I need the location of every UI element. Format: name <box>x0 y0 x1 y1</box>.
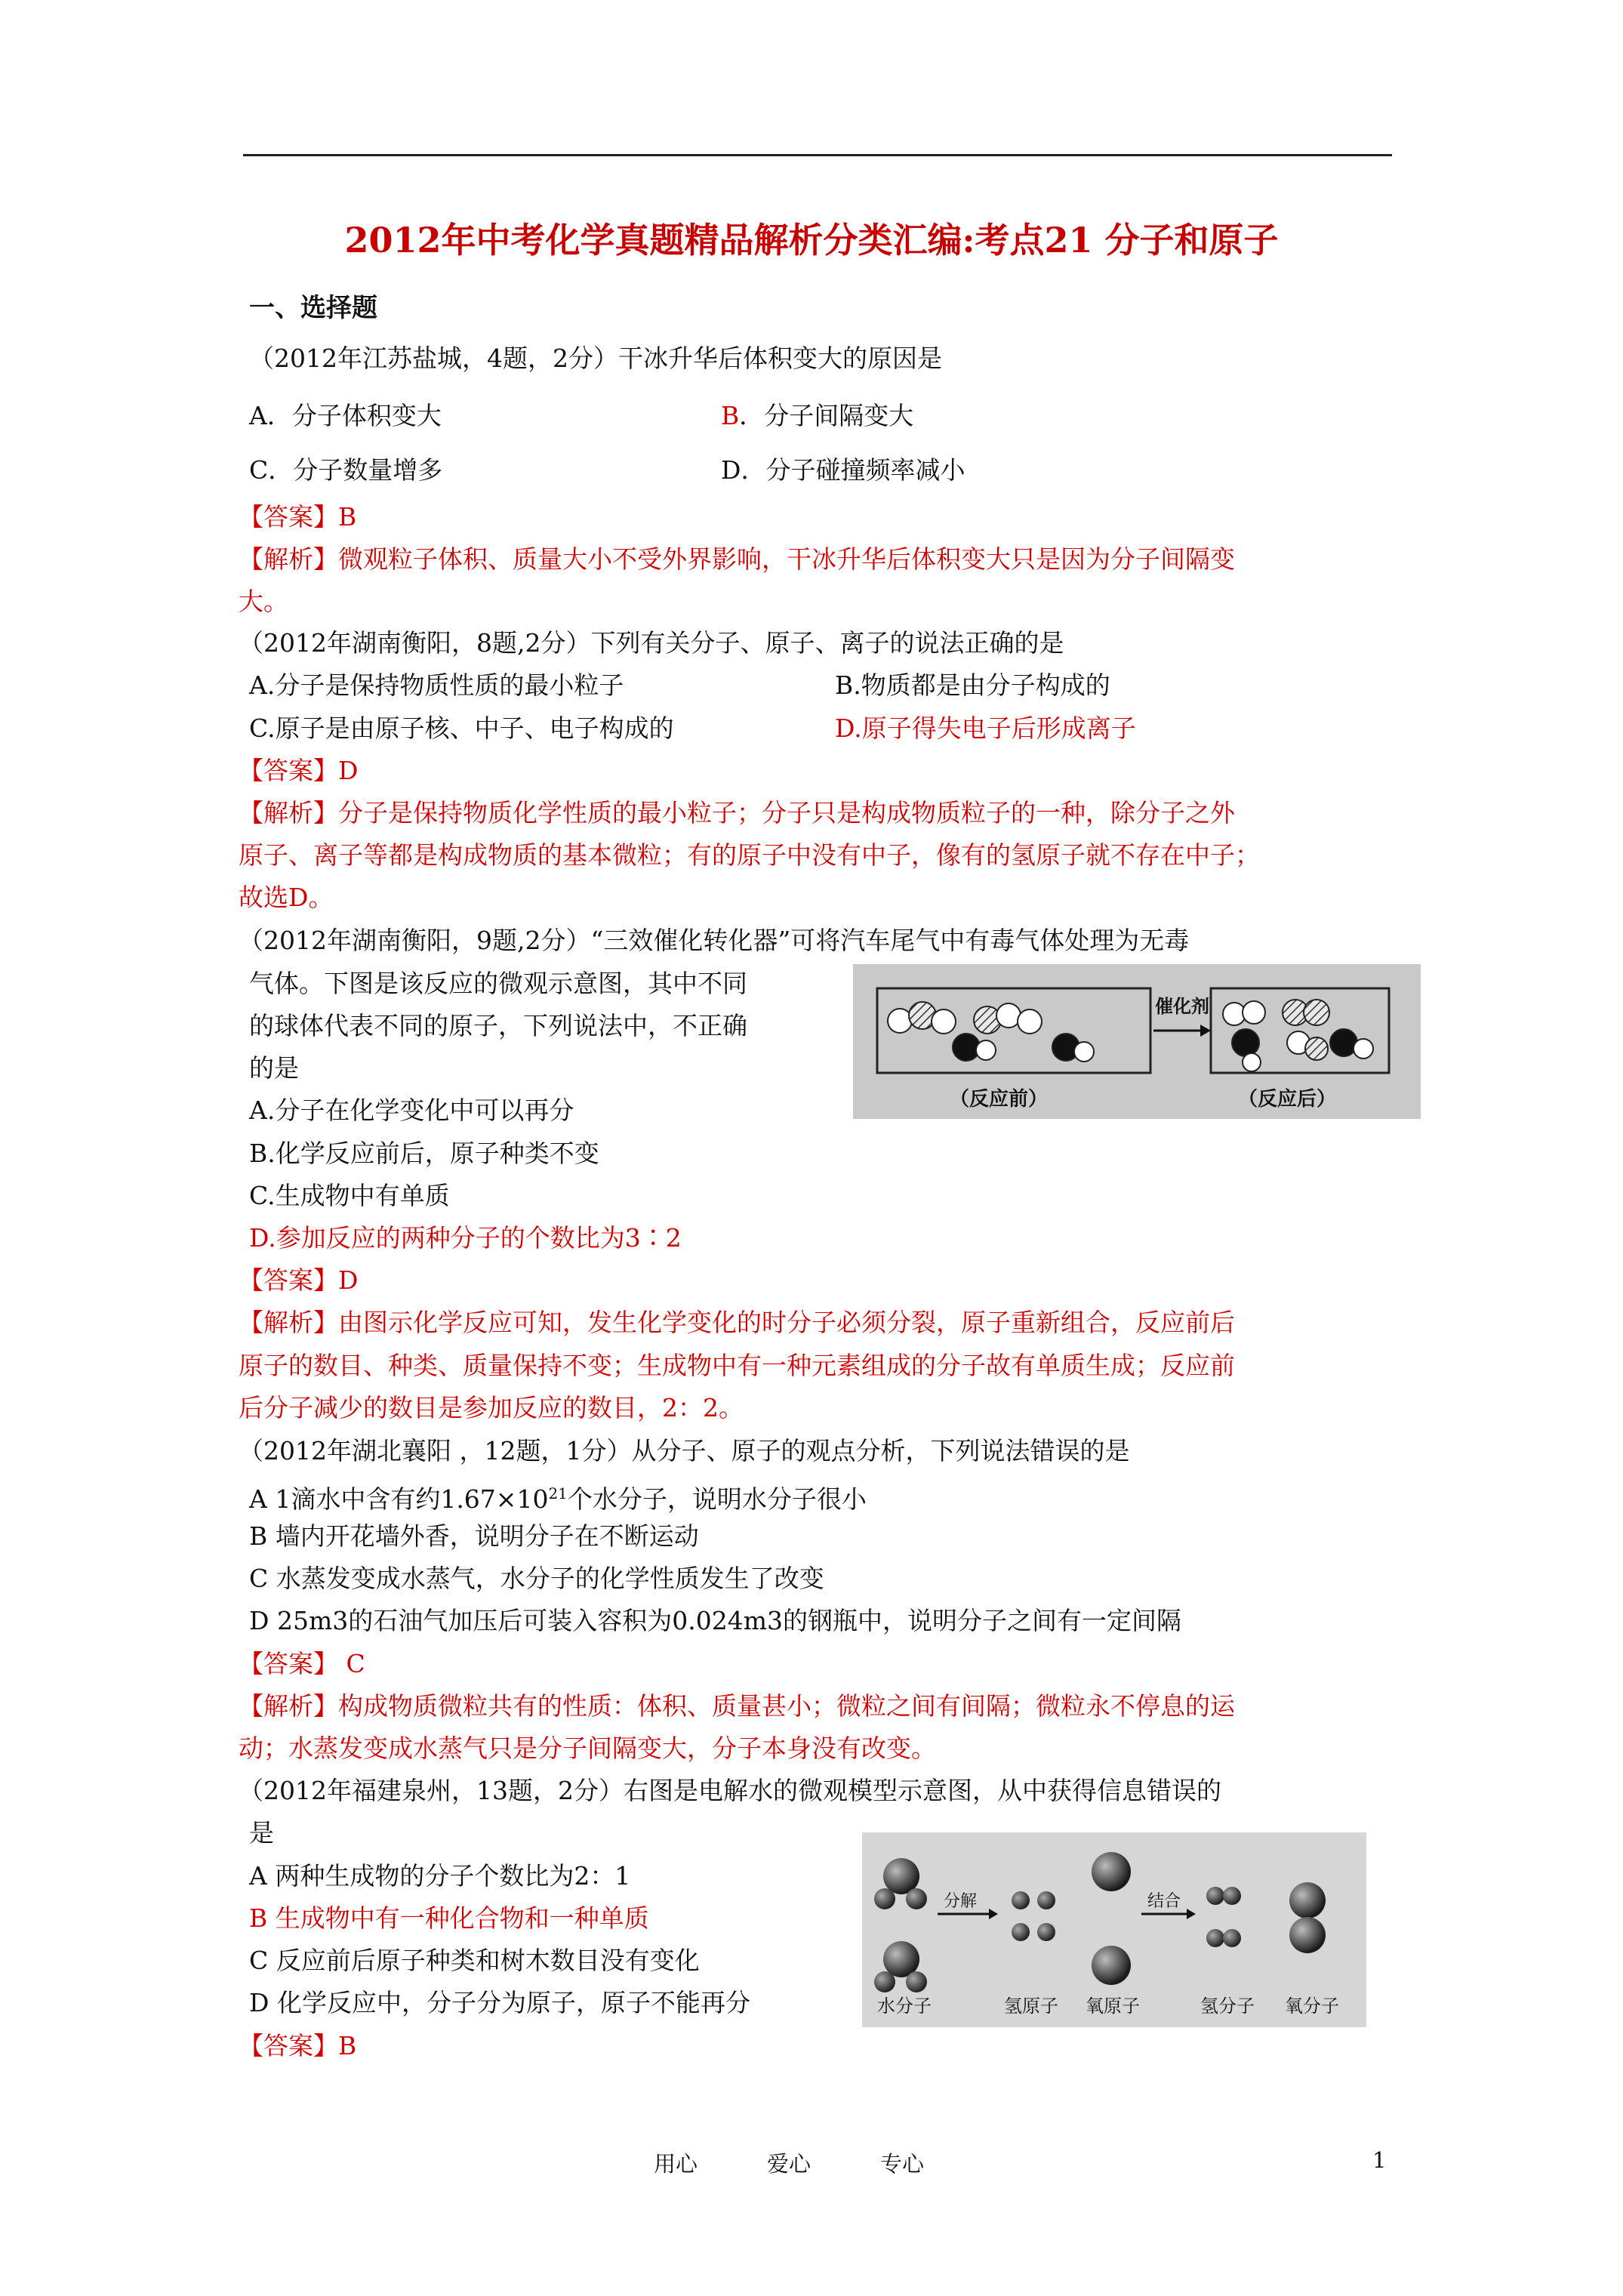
q2-explanation-line2: 原子、离子等都是构成物质的基本微粒；有的原子中没有中子，像有的氢原子就不存在中子； <box>239 840 1260 870</box>
label-hydrogen-molecule: 氢分子 <box>1200 1996 1255 2017</box>
q5-option-a: A 两种生成物的分子个数比为2：1 <box>249 1861 631 1891</box>
q1-option-d: D．分子碰撞频率减小 <box>721 455 965 485</box>
hydrogen-molecules <box>1206 1887 1241 1947</box>
q3-explanation-line3: 后分子减少的数目是参加反应的数目，2：2。 <box>239 1393 744 1422</box>
q1-option-a: A．分子体积变大 <box>249 401 442 430</box>
q2-stem: （2012年湖南衡阳，8题,2分）下列有关分子、原子、离子的说法正确的是 <box>239 628 1064 658</box>
q3-stem-line1: （2012年湖南衡阳，9题,2分）“三效催化转化器”可将汽车尾气中有毒气体处理为无毒 <box>239 926 1190 955</box>
q2-explanation-line1: 【解析】分子是保持物质化学性质的最小粒子；分子只是构成物质粒子的一种，除分子之外 <box>239 798 1235 827</box>
before-molecules <box>888 1002 1094 1062</box>
q5-stem-line2: 是 <box>249 1818 274 1848</box>
section-heading: 一、选择题 <box>249 293 377 323</box>
q2-option-c: C.原子是由原子核、中子、电子构成的 <box>249 713 674 743</box>
q4-explanation-line2: 动；水蒸发变成水蒸气只是分子间隔变大，分子本身没有改变。 <box>239 1734 936 1763</box>
q2-explanation-line3: 故选D。 <box>239 883 334 912</box>
q3-answer: 【答案】D <box>239 1265 359 1295</box>
q3-explanation-line1: 【解析】由图示化学反应可知，发生化学变化的时分子必须分裂，原子重新组合，反应前后 <box>239 1308 1235 1337</box>
catalytic-reaction-figure <box>853 964 1421 1119</box>
q4-option-d: D 25m3的石油气加压后可装入容积为0.024m3的钢瓶中，说明分子之间有一定间隔 <box>249 1606 1181 1635</box>
label-oxygen-atom: 氧原子 <box>1086 1996 1140 2017</box>
q3-option-d: D.参加反应的两种分子的个数比为3∶2 <box>249 1223 682 1253</box>
q1-option-b: B．分子间隔变大 <box>721 401 914 430</box>
before-label: （反应前） <box>950 1088 1049 1111</box>
header-rule <box>243 154 1392 156</box>
q5-option-b: B 生成物中有一种化合物和一种单质 <box>249 1903 649 1933</box>
label-oxygen-molecule: 氧分子 <box>1285 1996 1339 2017</box>
combine-label: 结合 <box>1147 1892 1181 1911</box>
page-number: 1 <box>1372 2147 1387 2173</box>
after-label: （反应后） <box>1238 1088 1337 1111</box>
q3-stem-line2: 气体。下图是该反应的微观示意图，其中不同 <box>249 969 747 998</box>
q4-stem: （2012年湖北襄阳 ，12题，1分）从分子、原子的观点分析，下列说法错误的是 <box>239 1436 1130 1465</box>
q2-answer: 【答案】D <box>239 756 359 785</box>
footer-word-2: 爱心 <box>767 2151 812 2177</box>
label-water-molecule: 水分子 <box>877 1996 932 2017</box>
q1-answer: 【答案】B <box>239 502 357 532</box>
q3-stem-line3: 的球体代表不同的原子，下列说法中，不正确 <box>249 1011 747 1040</box>
q1-stem: （2012年江苏盐城，4题，2分）干冰升华后体积变大的原因是 <box>249 344 942 373</box>
q4-option-a: A 1滴水中含有约$1.67\times 10^{21}$个水分子，说明水分子很小 <box>249 1484 867 1514</box>
q3-option-b: B.化学反应前后，原子种类不变 <box>249 1139 599 1168</box>
q4-answer: 【答案】 C <box>239 1649 365 1678</box>
after-molecules <box>1223 1000 1373 1071</box>
water-molecules <box>874 1858 927 1992</box>
electrolysis-diagram <box>862 1832 1366 2027</box>
q4-option-b: B 墙内开花墙外香，说明分子在不断运动 <box>249 1521 699 1551</box>
q2-option-a: A.分子是保持物质性质的最小粒子 <box>249 670 624 700</box>
q3-stem-line4: 的是 <box>249 1053 299 1083</box>
q1-option-c: C．分子数量增多 <box>249 455 443 485</box>
page-title: 2012年中考化学真题精品解析分类汇编:考点21 分子和原子 <box>344 220 1279 260</box>
q4-explanation-line1: 【解析】构成物质微粒共有的性质：体积、质量甚小；微粒之间有间隔；微粒永不停息的运 <box>239 1691 1235 1721</box>
q5-answer: 【答案】B <box>239 2031 357 2060</box>
before-box <box>877 988 1150 1073</box>
q5-stem-line1: （2012年福建泉州，13题，2分）右图是电解水的微观模型示意图，从中获得信息错误的 <box>239 1776 1221 1805</box>
electrolysis-figure <box>862 1832 1366 2027</box>
q5-option-d: D 化学反应中，分子分为原子，原子不能再分 <box>249 1988 750 2017</box>
label-hydrogen-atom: 氢原子 <box>1004 1996 1058 2017</box>
hydrogen-atoms <box>1012 1891 1055 1941</box>
footer-word-3: 专心 <box>880 2151 925 2177</box>
q3-explanation-line2: 原子的数目、种类、质量保持不变；生成物中有一种元素组成的分子故有单质生成；反应前 <box>239 1351 1235 1380</box>
q1-explanation-line2: 大。 <box>239 587 288 616</box>
oxygen-atoms <box>1092 1852 1131 1985</box>
footer-word-1: 用心 <box>654 2151 698 2177</box>
q2-option-b: B.物质都是由分子构成的 <box>835 670 1110 700</box>
q3-option-a: A.分子在化学变化中可以再分 <box>249 1096 574 1125</box>
q4-option-c: C 水蒸发变成水蒸气，水分子的化学性质发生了改变 <box>249 1564 824 1593</box>
decompose-label: 分解 <box>944 1892 978 1911</box>
oxygen-molecule <box>1289 1882 1326 1953</box>
q3-option-c: C.生成物中有单质 <box>249 1181 450 1210</box>
catalyst-label: 催化剂 <box>1155 996 1209 1017</box>
reaction-diagram <box>853 964 1421 1119</box>
q5-option-c: C 反应前后原子种类和树木数目没有变化 <box>249 1946 700 1975</box>
q2-option-d: D.原子得失电子后形成离子 <box>835 713 1136 743</box>
q1-explanation-line1: 【解析】微观粒子体积、质量大小不受外界影响，干冰升华后体积变大只是因为分子间隔变 <box>239 544 1235 574</box>
